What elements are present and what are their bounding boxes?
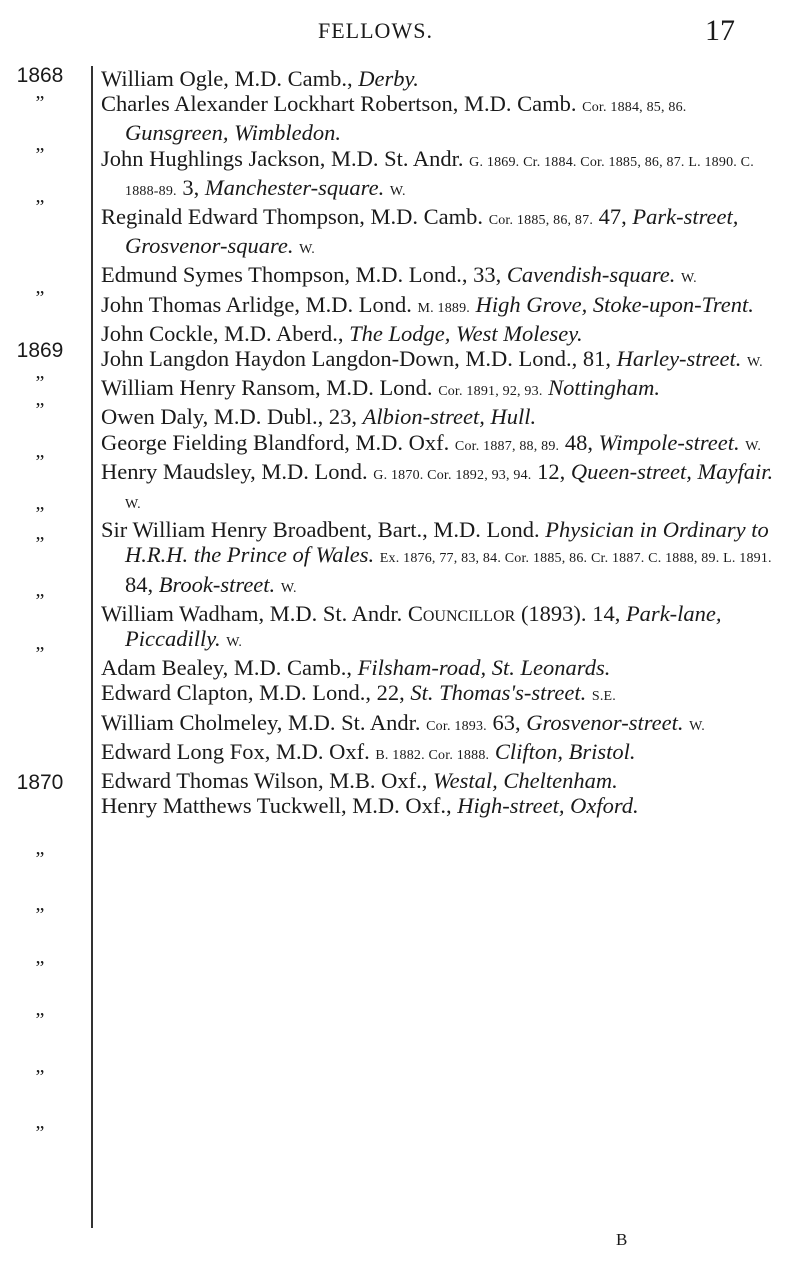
list-item: Charles Alexander Lockhart Robertson, M.D. Camb. Cor. 1884, 85, 86. Gunsgreen, Wimbledon.: [101, 91, 687, 146]
fellows-list: [101, 66, 781, 818]
list-item: Edward Long Fox, M.D. Oxf. B. 1882. Cor. 1888. Clifton, Bristol.: [101, 738, 636, 764]
list-item: Reginald Edward Thompson, M.D. Camb. Cor. 1885, 86, 87. 47, Park-street, Grosvenor-square. W.: [101, 204, 739, 259]
list-item: Edmund Symes Thompson, M.D. Lond., 33, Cavendish-square. W.: [101, 262, 697, 288]
ditto-mark: ”: [35, 1066, 45, 1088]
list-item: John Cockle, M.D. Aberd., The Lodge, West Molesey.: [101, 320, 583, 346]
list-item: Henry Maudsley, M.D. Lond. G. 1870. Cor. 1892, 93, 94. 12, Queen-street, Mayfair. W.: [101, 458, 774, 513]
year-label: 1868: [16, 64, 64, 87]
page-number: 17: [705, 14, 735, 47]
signature-mark: B: [616, 1230, 628, 1249]
ditto-mark: ”: [35, 372, 45, 394]
ditto-mark: ”: [35, 643, 45, 665]
ditto-mark: ”: [35, 1009, 45, 1031]
ditto-mark: ”: [35, 287, 45, 309]
list-item: William Ogle, M.D. Camb., Derby.: [101, 66, 419, 91]
list-item: George Fielding Blandford, M.D. Oxf. Cor. 1887, 88, 89. 48, Wimpole-street. W.: [101, 429, 762, 455]
ditto-mark: ”: [35, 144, 45, 166]
ditto-mark: ”: [35, 590, 45, 612]
list-item: Edward Thomas Wilson, M.B. Oxf., Westal, Cheltenham.: [101, 768, 618, 794]
ditto-mark: ”: [35, 533, 45, 555]
ditto-mark: ”: [35, 957, 45, 979]
list-item: William Wadham, M.D. St. Andr. Councillor (1893). 14, Park-lane, Piccadilly. W.: [101, 600, 722, 652]
ditto-mark: ”: [35, 451, 45, 473]
year-column: [0, 0, 82, 1266]
year-label: 1869: [16, 339, 64, 362]
list-item: William Henry Ransom, M.D. Lond. Cor. 1891, 92, 93. Nottingham.: [101, 375, 661, 401]
list-item: William Cholmeley, M.D. St. Andr. Cor. 1893. 63, Grosvenor-street. W.: [101, 709, 705, 735]
ditto-mark: ”: [35, 848, 45, 870]
ditto-mark: ”: [35, 399, 45, 421]
list-item: Edward Clapton, M.D. Lond., 22, St. Thomas's-street. S.E.: [101, 680, 616, 706]
page-header: [0, 14, 800, 48]
ditto-mark: ”: [35, 904, 45, 926]
list-item: John Langdon Haydon Langdon-Down, M.D. Lond., 81, Harley-street. W.: [101, 346, 763, 372]
running-title: FELLOWS.: [318, 18, 433, 43]
column-rule: [91, 66, 93, 1228]
list-item: John Hughlings Jackson, M.D. St. Andr. G. 1869. Cr. 1884. Cor. 1885, 86, 87. L. 1890. C. 1888-89. 3, Manchester-square. W.: [101, 145, 754, 200]
ditto-mark: ”: [35, 1122, 45, 1144]
list-item: Henry Matthews Tuckwell, M.D. Oxf., High-street, Oxford.: [101, 793, 639, 819]
ditto-mark: ”: [35, 196, 45, 218]
list-item: Adam Bealey, M.D. Camb., Filsham-road, St. Leonards.: [101, 655, 611, 681]
ditto-mark: ”: [35, 503, 45, 525]
ditto-mark: ”: [35, 92, 45, 114]
year-label: 1870: [16, 771, 64, 794]
list-item: Sir William Henry Broadbent, Bart., M.D. Lond. Physician in Ordinary to H.R.H. the Prince of Wales. Ex. 1876, 77, 83, 84. Cor. 1885, 86. Cr. 1887. C. 1888, 89. L. 1891. 84, Brook-street. W.: [101, 517, 772, 597]
list-item: John Thomas Arlidge, M.D. Lond. M. 1889. High Grove, Stoke-upon-Trent.: [101, 291, 754, 317]
list-item: Owen Daly, M.D. Dubl., 23, Albion-street, Hull.: [101, 404, 537, 430]
